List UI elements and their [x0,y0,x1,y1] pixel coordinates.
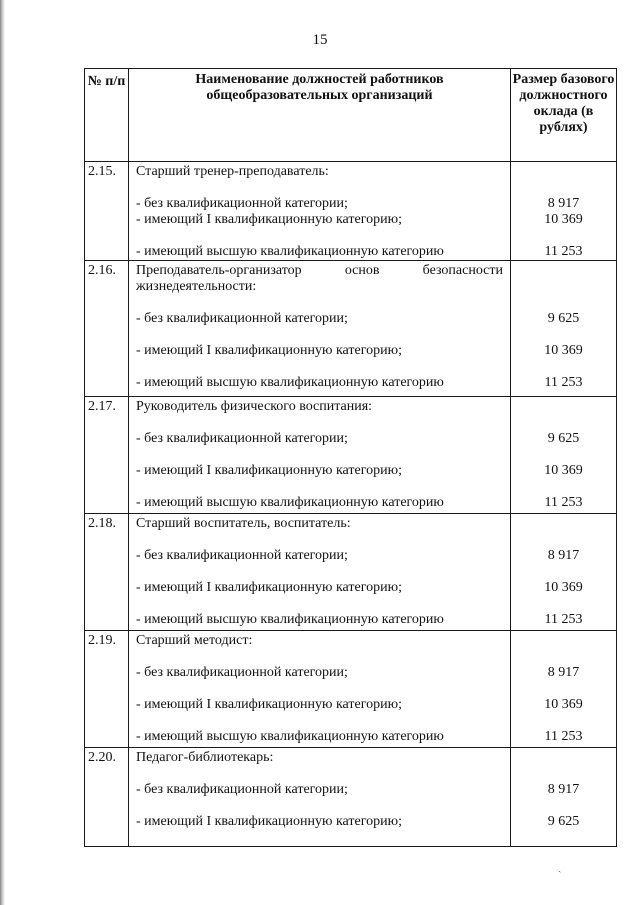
category-label: - имеющий I квалификационную категорию; [136,463,402,478]
category-label: - имеющий высшую квалификационную категорию [136,729,444,744]
salary-value: 11 253 [544,375,583,390]
salary-value: 10 369 [544,580,583,595]
position-cell [129,748,511,847]
category-label: - без квалификационной категории; [136,548,348,563]
salary-table [84,68,617,847]
salary-cell [511,748,617,847]
table-row-2-18 [85,514,617,631]
position-cell [129,397,511,514]
salary-value: 8 917 [547,196,580,211]
salary-value: 11 253 [544,729,583,744]
table-row-2-19 [85,631,617,748]
salary-value: 9 625 [547,311,580,326]
salary-value: 9 625 [547,814,580,829]
row-number: 2.16. [85,261,129,397]
salary-cell [511,631,617,748]
position-title: Педагог-библиотекарь: [136,750,274,765]
category-label: - имеющий I квалификационную категорию; [136,212,402,227]
position-cell [129,162,511,261]
table-row-2-17 [85,397,617,514]
salary-value: 11 253 [544,244,583,259]
scan-shadow-edge [0,0,5,905]
salary-value: 8 917 [547,665,580,680]
salary-value: 8 917 [547,548,580,563]
row-number: 2.20. [85,748,129,847]
header-position-name: Наименование должностей работников общеобразовательных организаций [129,69,511,162]
category-label: - без квалификационной категории; [136,196,348,211]
row-number: 2.15. [85,162,129,261]
position-cell [129,261,511,397]
category-label: - имеющий высшую квалификационную категорию [136,612,444,627]
position-title: Старший тренер-преподаватель: [136,164,329,179]
category-label: - имеющий высшую квалификационную категорию [136,244,444,259]
header-salary: Размер базового должностного оклада (в рублях) [511,69,617,162]
salary-value: 10 369 [544,463,583,478]
salary-cell [511,261,617,397]
position-cell [129,631,511,748]
table-row-2-15 [85,162,617,261]
salary-value: 10 369 [544,697,583,712]
category-label: - имеющий I квалификационную категорию; [136,580,402,595]
position-title: Старший методист: [136,633,253,648]
category-label: - имеющий высшую квалификационную категорию [136,495,444,510]
position-title: Преподаватель-организатор основ безопасности жизнедеятельности: [136,263,503,294]
category-label: - имеющий I квалификационную категорию; [136,814,402,829]
salary-value: 8 917 [547,782,580,797]
table-row-2-16 [85,261,617,397]
category-label: - без квалификационной категории; [136,431,348,446]
category-label: - без квалификационной категории; [136,665,348,680]
page-number: 15 [312,32,328,48]
salary-cell [511,397,617,514]
salary-value: 10 369 [544,343,583,358]
position-title: Руководитель физического воспитания: [136,399,373,414]
category-label: - без квалификационной категории; [136,782,348,797]
header-number: № п/п [85,69,129,162]
table-header-row [85,69,617,162]
position-title: Старший воспитатель, воспитатель: [136,516,351,531]
salary-value: 10 369 [544,212,583,227]
salary-cell [511,514,617,631]
salary-cell [511,162,617,261]
category-label: - имеющий I квалификационную категорию; [136,343,402,358]
category-label: - имеющий высшую квалификационную категорию [136,375,444,390]
row-number: 2.17. [85,397,129,514]
salary-value: 11 253 [544,495,583,510]
scan-speck: ˎ [558,862,562,873]
row-number: 2.18. [85,514,129,631]
position-cell [129,514,511,631]
salary-value: 11 253 [544,612,583,627]
row-number: 2.19. [85,631,129,748]
table-row-2-20 [85,748,617,847]
category-label: - имеющий I квалификационную категорию; [136,697,402,712]
category-label: - без квалификационной категории; [136,311,348,326]
salary-value: 9 625 [547,431,580,446]
